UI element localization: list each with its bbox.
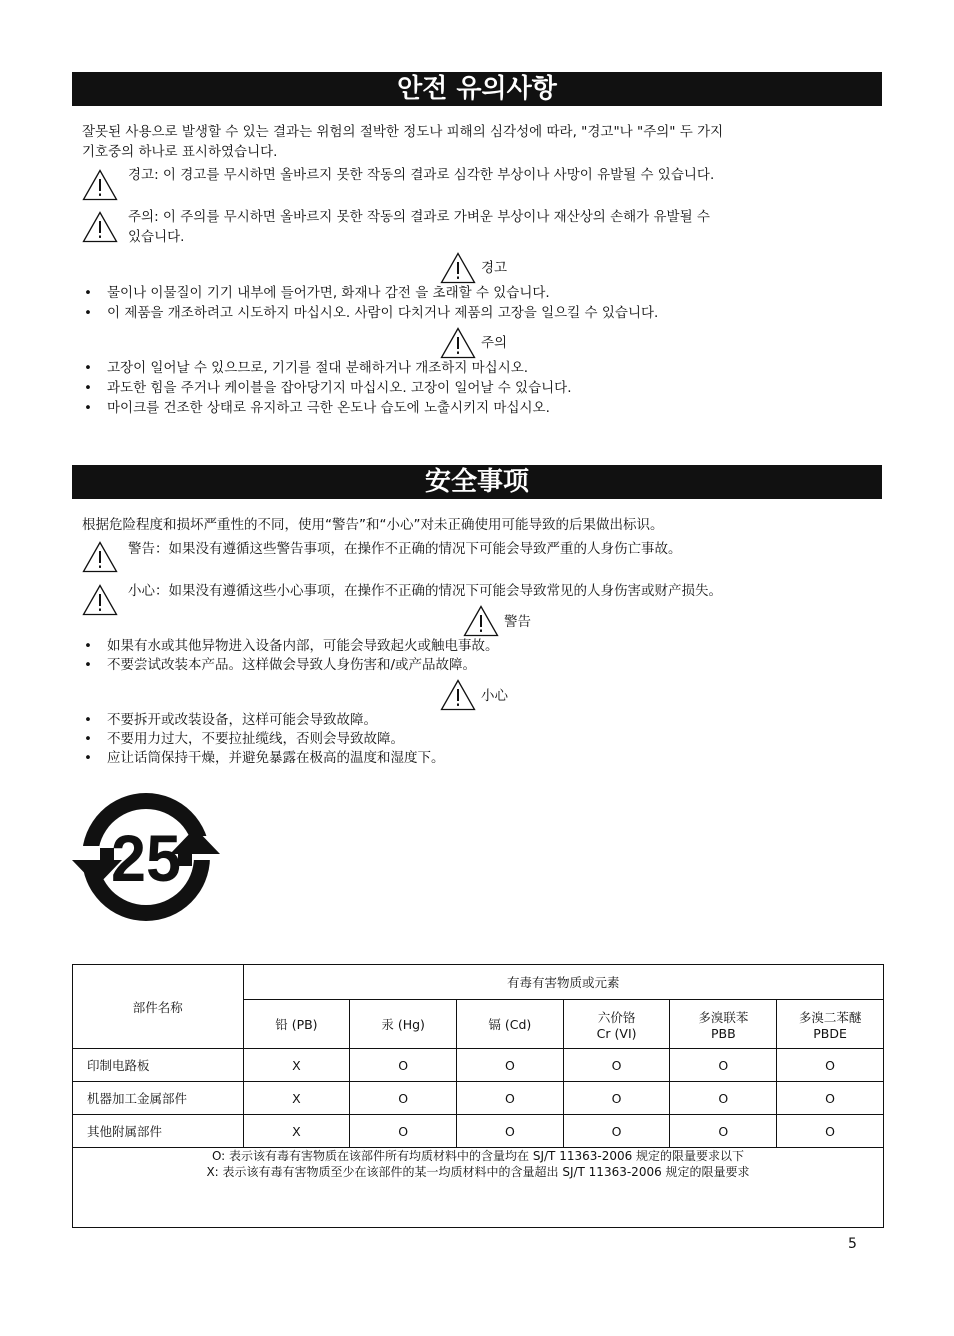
chinese-section-title: 安全事项 (72, 465, 882, 499)
warning-triangle-icon (440, 252, 476, 284)
table-notes (73, 1148, 884, 1228)
note-x: X: 表示该有毒有害物质至少在该部件的某一均质材料中的含量超出 SJ/T 11363-2006 规定的限量要求 (206, 1165, 750, 1179)
bullet-icon: • (84, 305, 92, 321)
table-cell: X (243, 1049, 350, 1082)
table-cell: O (777, 1082, 884, 1115)
table-cell: O (777, 1049, 884, 1082)
table-cell: O (777, 1115, 884, 1148)
chinese-intro: 根据危险程度和损坏严重性的不同，使用“警告”和“小心”对未正确使用可能导致的后果做出标识。 (82, 517, 664, 533)
note-o: O: 表示该有毒有害物质在该部件所有均质材料中的含量均在 SJ/T 11363-2006 规定的限量要求以下 (211, 1149, 745, 1163)
table-cell: O (670, 1115, 777, 1148)
korean-warning-item: 물이나 이물질이 기기 내부에 들어가면, 화재나 감전 을 초래할 수 있습니다. (107, 285, 550, 301)
chinese-caution-item: 不要用力过大，不要拉扯缆线，否则会导致故障。 (107, 731, 404, 747)
table-row (73, 1115, 884, 1148)
chinese-warning-label: 警告 (504, 614, 531, 630)
korean-intro-line1: 잘못된 사용으로 발생할 수 있는 결과는 위험의 절박한 정도나 피해의 심각성에 따라, "경고"나 "주의" 두 가지 (82, 124, 724, 140)
warning-triangle-icon (463, 605, 499, 637)
bullet-icon: • (84, 657, 92, 673)
table-cell: O (670, 1049, 777, 1082)
caution-triangle-icon (440, 327, 476, 359)
table-row (73, 1049, 884, 1082)
bullet-icon: • (84, 380, 92, 396)
bullet-icon: • (84, 731, 92, 747)
chinese-caution-label: 小心 (481, 688, 508, 704)
part-name-cell: 其他附属部件 (73, 1115, 244, 1148)
korean-caution-item: 마이크를 건조한 상태로 유지하고 극한 온도나 습도에 노출시키지 마십시오. (107, 400, 550, 416)
chinese-warning-definition: 警告：如果没有遵循这些警告事项，在操作不正确的情况下可能会导致严重的人身伤亡事故。 (128, 541, 682, 557)
korean-warning-definition: 경고: 이 경고를 무시하면 올바르지 못한 작동의 결과로 심각한 부상이나 사망이 유발될 수 있습니다. (128, 167, 715, 183)
substances-group-header: 有毒有害物质或元素 (243, 965, 883, 1000)
table-cell: O (670, 1082, 777, 1115)
warning-triangle-icon (82, 169, 118, 201)
hazardous-substances-table (72, 964, 884, 1228)
warning-triangle-icon (82, 541, 118, 573)
bullet-icon: • (84, 750, 92, 766)
table-cell: O (457, 1049, 564, 1082)
table-cell: X (243, 1115, 350, 1148)
korean-caution-label: 주의 (481, 335, 508, 351)
korean-caution-definition-line2: 있습니다. (128, 229, 185, 245)
korean-caution-definition-line1: 주의: 이 주의를 무시하면 올바르지 못한 작동의 결과로 가벼운 부상이나 재산상의 손해가 유발될 수 (128, 209, 710, 225)
table-cell: O (350, 1049, 457, 1082)
table-cell: O (563, 1115, 670, 1148)
bullet-icon: • (84, 400, 92, 416)
table-cell: O (457, 1082, 564, 1115)
chinese-caution-item: 应让话筒保持干燥，并避免暴露在极高的温度和湿度下。 (107, 750, 445, 766)
part-name-header: 部件名称 (73, 965, 244, 1049)
korean-warning-label: 경고 (481, 260, 508, 276)
part-name-cell: 印制电路板 (73, 1049, 244, 1082)
bullet-icon: • (84, 285, 92, 301)
korean-caution-item: 과도한 힘을 주거나 케이블을 잡아당기지 마십시오. 고장이 일어날 수 있습니다. (107, 380, 572, 396)
caution-triangle-icon (440, 679, 476, 711)
korean-warning-item: 이 제품을 개조하려고 시도하지 마십시오. 사람이 다치거나 제품의 고장을 일으킬 수 있습니다. (107, 305, 659, 321)
chinese-warning-item: 不要尝试改装本产品。这样做会导致人身伤害和/或产品故障。 (107, 657, 477, 673)
caution-triangle-icon (82, 584, 118, 616)
table-cell: O (350, 1115, 457, 1148)
epup-25-logo-icon (70, 790, 222, 924)
table-cell: O (350, 1082, 457, 1115)
korean-intro-line2: 기호중의 하나로 표시하였습니다. (82, 144, 278, 160)
chinese-caution-definition: 小心：如果没有遵循这些小心事项，在操作不正确的情况下可能会导致常见的人身伤害或财产损失。 (128, 583, 722, 599)
part-name-cell: 机器加工金属部件 (73, 1082, 244, 1115)
substance-header: 多溴联苯 PBB (670, 1000, 777, 1049)
bullet-icon: • (84, 360, 92, 376)
bullet-icon: • (84, 712, 92, 728)
epup-number: 25 (111, 821, 181, 895)
korean-caution-item: 고장이 일어날 수 있으므로, 기기를 절대 분해하거나 개조하지 마십시오. (107, 360, 529, 376)
chinese-warning-item: 如果有水或其他异物进入设备内部，可能会导致起火或触电事故。 (107, 638, 499, 654)
substance-header: 六价铬 Cr (VI) (563, 1000, 670, 1049)
table-row (73, 1082, 884, 1115)
table-cell: X (243, 1082, 350, 1115)
substance-header: 汞 (Hg) (350, 1000, 457, 1049)
bullet-icon: • (84, 638, 92, 654)
table-cell: O (563, 1049, 670, 1082)
substance-header: 镉 (Cd) (457, 1000, 564, 1049)
table-notes-row (73, 1148, 884, 1228)
korean-section-title: 안전 유의사항 (72, 72, 882, 106)
table-cell: O (563, 1082, 670, 1115)
table-cell: O (457, 1115, 564, 1148)
chinese-caution-item: 不要拆开或改装设备，这样可能会导致故障。 (107, 712, 377, 728)
caution-triangle-icon (82, 211, 118, 243)
substance-header: 多溴二苯醚 PBDE (777, 1000, 884, 1049)
substance-header: 铅 (PB) (243, 1000, 350, 1049)
page-number: 5 (848, 1236, 857, 1252)
